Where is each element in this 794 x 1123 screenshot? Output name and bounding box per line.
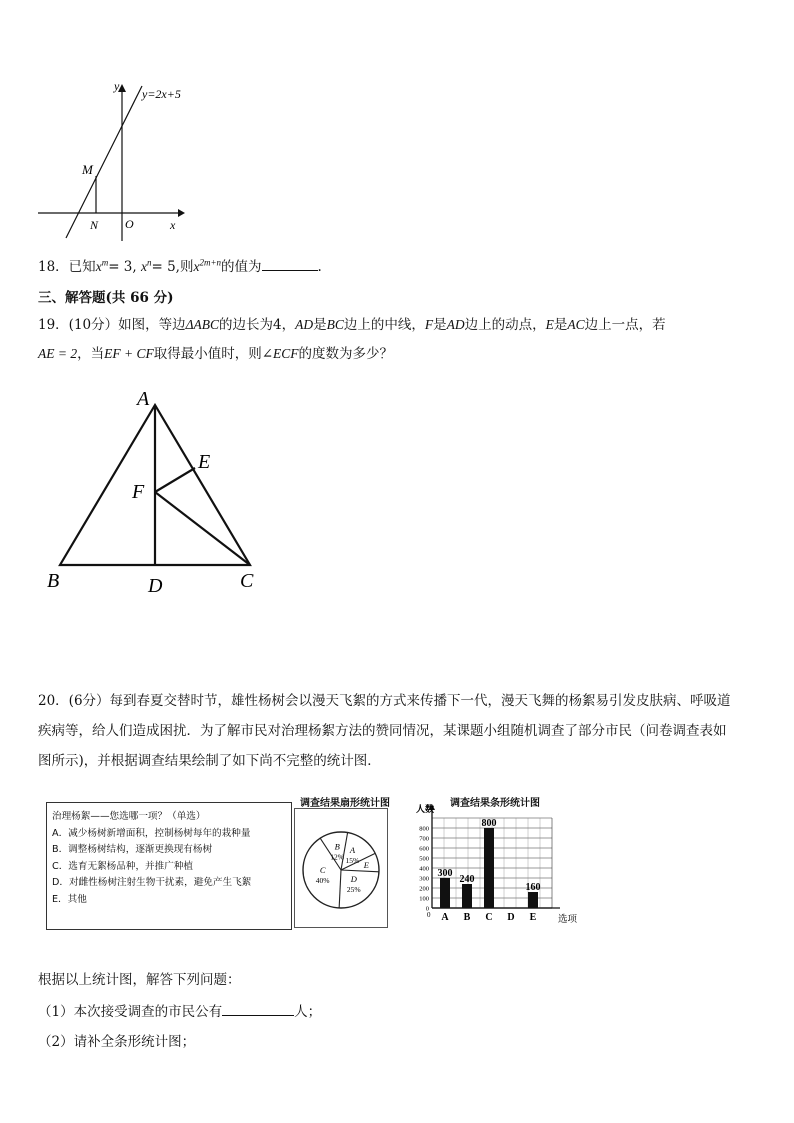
- segment-fc: [155, 492, 250, 565]
- x-axis-label: x: [170, 218, 176, 232]
- pie-slice-c-label: C: [319, 864, 326, 875]
- y-tick-700: 700: [419, 835, 429, 843]
- y-axis-label: 人数: [416, 804, 435, 814]
- bar-value-label-e: 160: [525, 882, 541, 893]
- bar-chart-title: 调查结果条形统计图: [450, 798, 540, 809]
- pie-slice-b-label: B: [334, 841, 340, 852]
- x-axis-arrow: [178, 209, 185, 217]
- bar-value-label-c: 800: [481, 818, 497, 829]
- x-tick-b: B: [463, 912, 471, 923]
- bar-chart: [400, 800, 590, 928]
- pie-slice-c-percent: 40%: [315, 875, 330, 885]
- y-tick-200: 200: [419, 885, 429, 893]
- linear-function-graph: [30, 76, 210, 246]
- question-20-line-2: 疾病等，给人们造成困扰．为了解市民对治理杨絮方法的赞同情况，某课题小组随机调查了部分市民（问卷调查表如: [38, 723, 727, 739]
- pie-chart: [294, 808, 388, 928]
- question-20-sub-2: （2）请补全条形统计图；: [38, 1034, 196, 1050]
- survey-title: 治理杨絮——您选哪一项？（单选）: [52, 811, 206, 822]
- bar-value-label-b: 240: [459, 874, 475, 885]
- survey-option-a: A．减少杨树新增面积，控制杨树每年的栽种量: [52, 827, 251, 839]
- answer-blank-18[interactable]: [262, 269, 318, 271]
- y-tick-500: 500: [419, 855, 429, 863]
- y-tick-100: 100: [419, 895, 429, 903]
- question-18: 18．已知$x^m= 3$, $x^n= 5$,则$x^{2m+n}$的值为 .: [38, 257, 322, 275]
- pie-slice-d-percent: 25%: [346, 885, 361, 895]
- function-line: [66, 86, 142, 238]
- answer-prompt: 根据以上统计图，解答下列问题：: [38, 972, 241, 988]
- y-tick-0: 0: [425, 905, 429, 913]
- vertex-b-label: B: [47, 570, 60, 592]
- point-f-label: F: [132, 481, 145, 503]
- x-tick-d: D: [507, 912, 515, 923]
- question-20-sub-1: （1）本次接受调查的市民公有 人；: [38, 1004, 322, 1020]
- section-title: 三、解答题(共 66 分): [38, 290, 174, 306]
- x-tick-c: C: [485, 912, 493, 923]
- survey-option-e: E．其他: [52, 893, 87, 905]
- point-d-label: D: [148, 575, 163, 597]
- survey-form: [46, 802, 292, 930]
- vertex-c-label: C: [240, 570, 254, 592]
- pie-chart-title: 调查结果扇形统计图: [300, 798, 390, 809]
- point-n-label: N: [90, 218, 99, 232]
- segment-fe: [155, 468, 195, 492]
- bar-c: [484, 828, 494, 908]
- triangle-figure: [40, 385, 280, 600]
- line-label: y=2x+5: [142, 87, 181, 101]
- pie-slice-d-label: D: [350, 874, 357, 885]
- point-e-label: E: [198, 451, 211, 473]
- question-19-line-2: AE = 2，当EF + CF取得最小值时，则∠ECF的度数为多少？: [38, 346, 394, 362]
- survey-option-c: C．选育无絮杨品种，并推广种植: [52, 860, 194, 872]
- question-20-line-3: 图所示)，并根据调查结果绘制了如下尚不完整的统计图．: [38, 753, 381, 769]
- question-19-line-1: 19．(10分）如图，等边ΔABC的边长为4，AD是BC边上的中线，F是AD边上的动点，E是AC边上一点，若: [38, 317, 666, 333]
- origin-label: O: [125, 217, 134, 231]
- x-tick-e: E: [529, 912, 537, 923]
- pie-slice-a-percent: 15%: [345, 855, 360, 865]
- survey-option-b: B．调整杨树结构，逐渐更换现有杨树: [52, 844, 213, 855]
- point-m-label: M: [82, 162, 93, 177]
- x-axis-label: 选项: [558, 915, 578, 925]
- bar-e: [528, 892, 538, 908]
- pie-slice-e-label: E: [363, 859, 369, 870]
- bar-value-label-a: 300: [437, 868, 453, 879]
- y-tick-300: 300: [419, 875, 429, 883]
- answer-blank-20-1[interactable]: [222, 1014, 294, 1016]
- y-tick-400: 400: [419, 865, 429, 873]
- y-axis-label: y: [114, 79, 120, 93]
- question-20-line-1: 20．(6分）每到春夏交替时节，雄性杨树会以漫天飞絮的方式来传播下一代，漫天飞舞的杨絮易引发皮肤病、呼吸道: [38, 693, 731, 709]
- vertex-a-label: A: [137, 388, 150, 410]
- pie-slice-b-percent: 12%: [330, 852, 345, 862]
- y-tick-800: 800: [419, 825, 429, 833]
- pie-slice-a-label: A: [349, 844, 356, 855]
- y-tick-600: 600: [419, 845, 429, 853]
- bar-a: [440, 878, 450, 908]
- x-tick-a: A: [441, 912, 449, 923]
- origin-zero: 0: [427, 911, 431, 919]
- bar-b: [462, 884, 472, 908]
- survey-option-d: D．对雌性杨树注射生物干扰素，避免产生飞絮: [52, 877, 252, 888]
